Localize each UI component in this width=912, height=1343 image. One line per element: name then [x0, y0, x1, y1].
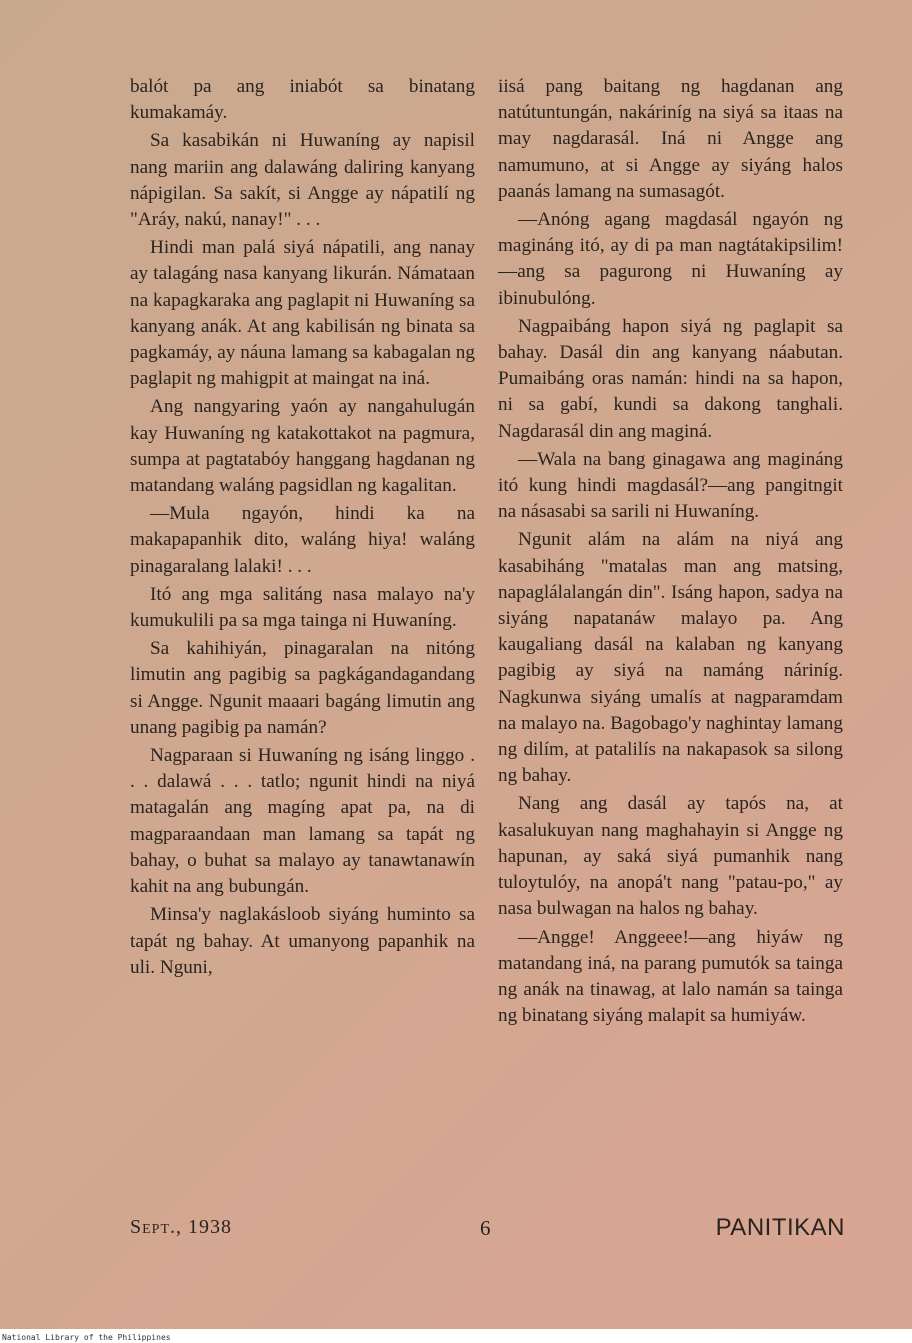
- right-text-column: [498, 74, 843, 1029]
- left-text-column: [130, 74, 475, 981]
- paragraph: Nang ang dasál ay tapós na, at kasalukuyan nang maghahayin si Angge ng hapunan, ay saká siyá pumanhik nang tuloytulóy, na anopá't nang "patau-po," ay nasa bulwagan na halos ng bahay.: [498, 793, 843, 920]
- paragraph: Itó ang mga salitáng nasa malayo na'y kumukulili pa sa mga tainga ni Huwaníng.: [130, 583, 475, 632]
- paragraph: —Wala na bang ginagawa ang magináng itó kung hindi magdasál?—ang pangitngit na násasabi sa sarili ni Huwaníng.: [498, 448, 843, 523]
- paragraph: balót pa ang iniabót sa binatang kumakamáy.: [130, 76, 475, 124]
- magazine-title: PANITIKAN: [715, 1214, 845, 1241]
- paragraph: iisá pang baitang ng hagdanan ang natútuntungán, nakáriníg na siyá sa itaas na may nagdarasál. Iná ni Angge ang namumuno, at si Angge ay siyáng halos paanás lamang na sumasagót.: [498, 76, 843, 202]
- paragraph: Minsa'y naglakásloob siyáng huminto sa tapát ng bahay. At umanyong papanhik na uli. Nguni,: [130, 904, 475, 978]
- paragraph: Sa kasabikán ni Huwaníng ay napisil nang mariin ang dalawáng daliring kanyang nápigilan. Sa sakít, si Angge ay nápatilí ng "Aráy, nakú, nanay!" . . .: [130, 130, 475, 231]
- paragraph: —Anóng agang magdasál ngayón ng magináng itó, ay di pa man nagtátakipsilim!—ang sa pagurong ni Huwaníng ay ibinubulóng.: [498, 209, 843, 309]
- library-credit: National Library of the Philippines: [2, 1333, 171, 1342]
- paragraph: —Mula ngayón, hindi ka na makapapanhik dito, waláng hiya! waláng pinagaralang lalaki! . . .: [130, 503, 475, 577]
- page-footer: [130, 1212, 845, 1246]
- paragraph: Ang nangyaring yaón ay nangahulugán kay Huwaníng ng katakottakot na pagmura, sumpa at pagtatabóy hanggang hagdanan ng matandang waláng pagsidlan ng kagalitan.: [130, 396, 475, 497]
- paragraph: Nagpaibáng hapon siyá ng paglapit sa bahay. Dasál din ang kanyang náabutan. Pumaibáng oras namán: hindi na sa hapon, ni sa gabí, kundi sa dakong tanghali. Nagdarasál din ang maginá.: [498, 315, 843, 442]
- paragraph: Hindi man palá siyá nápatili, ang nanay ay talagáng nasa kanyang likurán. Námataan na kapagkaraka ang paglapit ni Huwaníng sa kanyang anák. At ang kabilisán ng binata sa pagkamáy, ay náuna lamang sa kabagalan ng paglapit ng mahigpit at maingat na iná.: [130, 237, 475, 390]
- page-number: 6: [480, 1216, 491, 1240]
- paragraph: Ngunit alám na alám na niyá ang kasabiháng "matalas man ang matsing, napaglálalangán din". Isáng hapon, sadya na siyáng napatanáw malayo pa. Ang kaugaliang dasál na kalaban ng kanyang pagibig ay siyá na namáng náriníg. Nagkunwa siyáng umalís at nagparamdam na malayo na. Bagobago'y naghintay lamang ng dilím, at patalilís na nakapasok sa silong ng bahay.: [498, 529, 843, 787]
- issue-date: Sept., 1938: [130, 1216, 233, 1238]
- paragraph: —Angge! Anggeee!—ang hiyáw ng matandang iná, na parang pumutók sa tainga ng anák na tinawag, at lalo namán sa tainga ng binatang siyáng malapit sa humiyáw.: [498, 926, 843, 1027]
- paragraph: Nagparaan si Huwaníng ng isáng linggo . . . dalawá . . . tatlo; ngunit hindi na niyá matagalán ang magíng apat pa, na di magparaandaan man lamang sa tapát ng bahay, o buhat sa malayo ay tanawtanawín kahit na ang bubungán.: [130, 745, 475, 898]
- paragraph: Sa kahihiyán, pinagaralan na nitóng limutin ang pagibig sa pagkágandagandang si Angge. Ngunit maaari bagáng limutin ang unang pagibig pa namán?: [130, 638, 475, 738]
